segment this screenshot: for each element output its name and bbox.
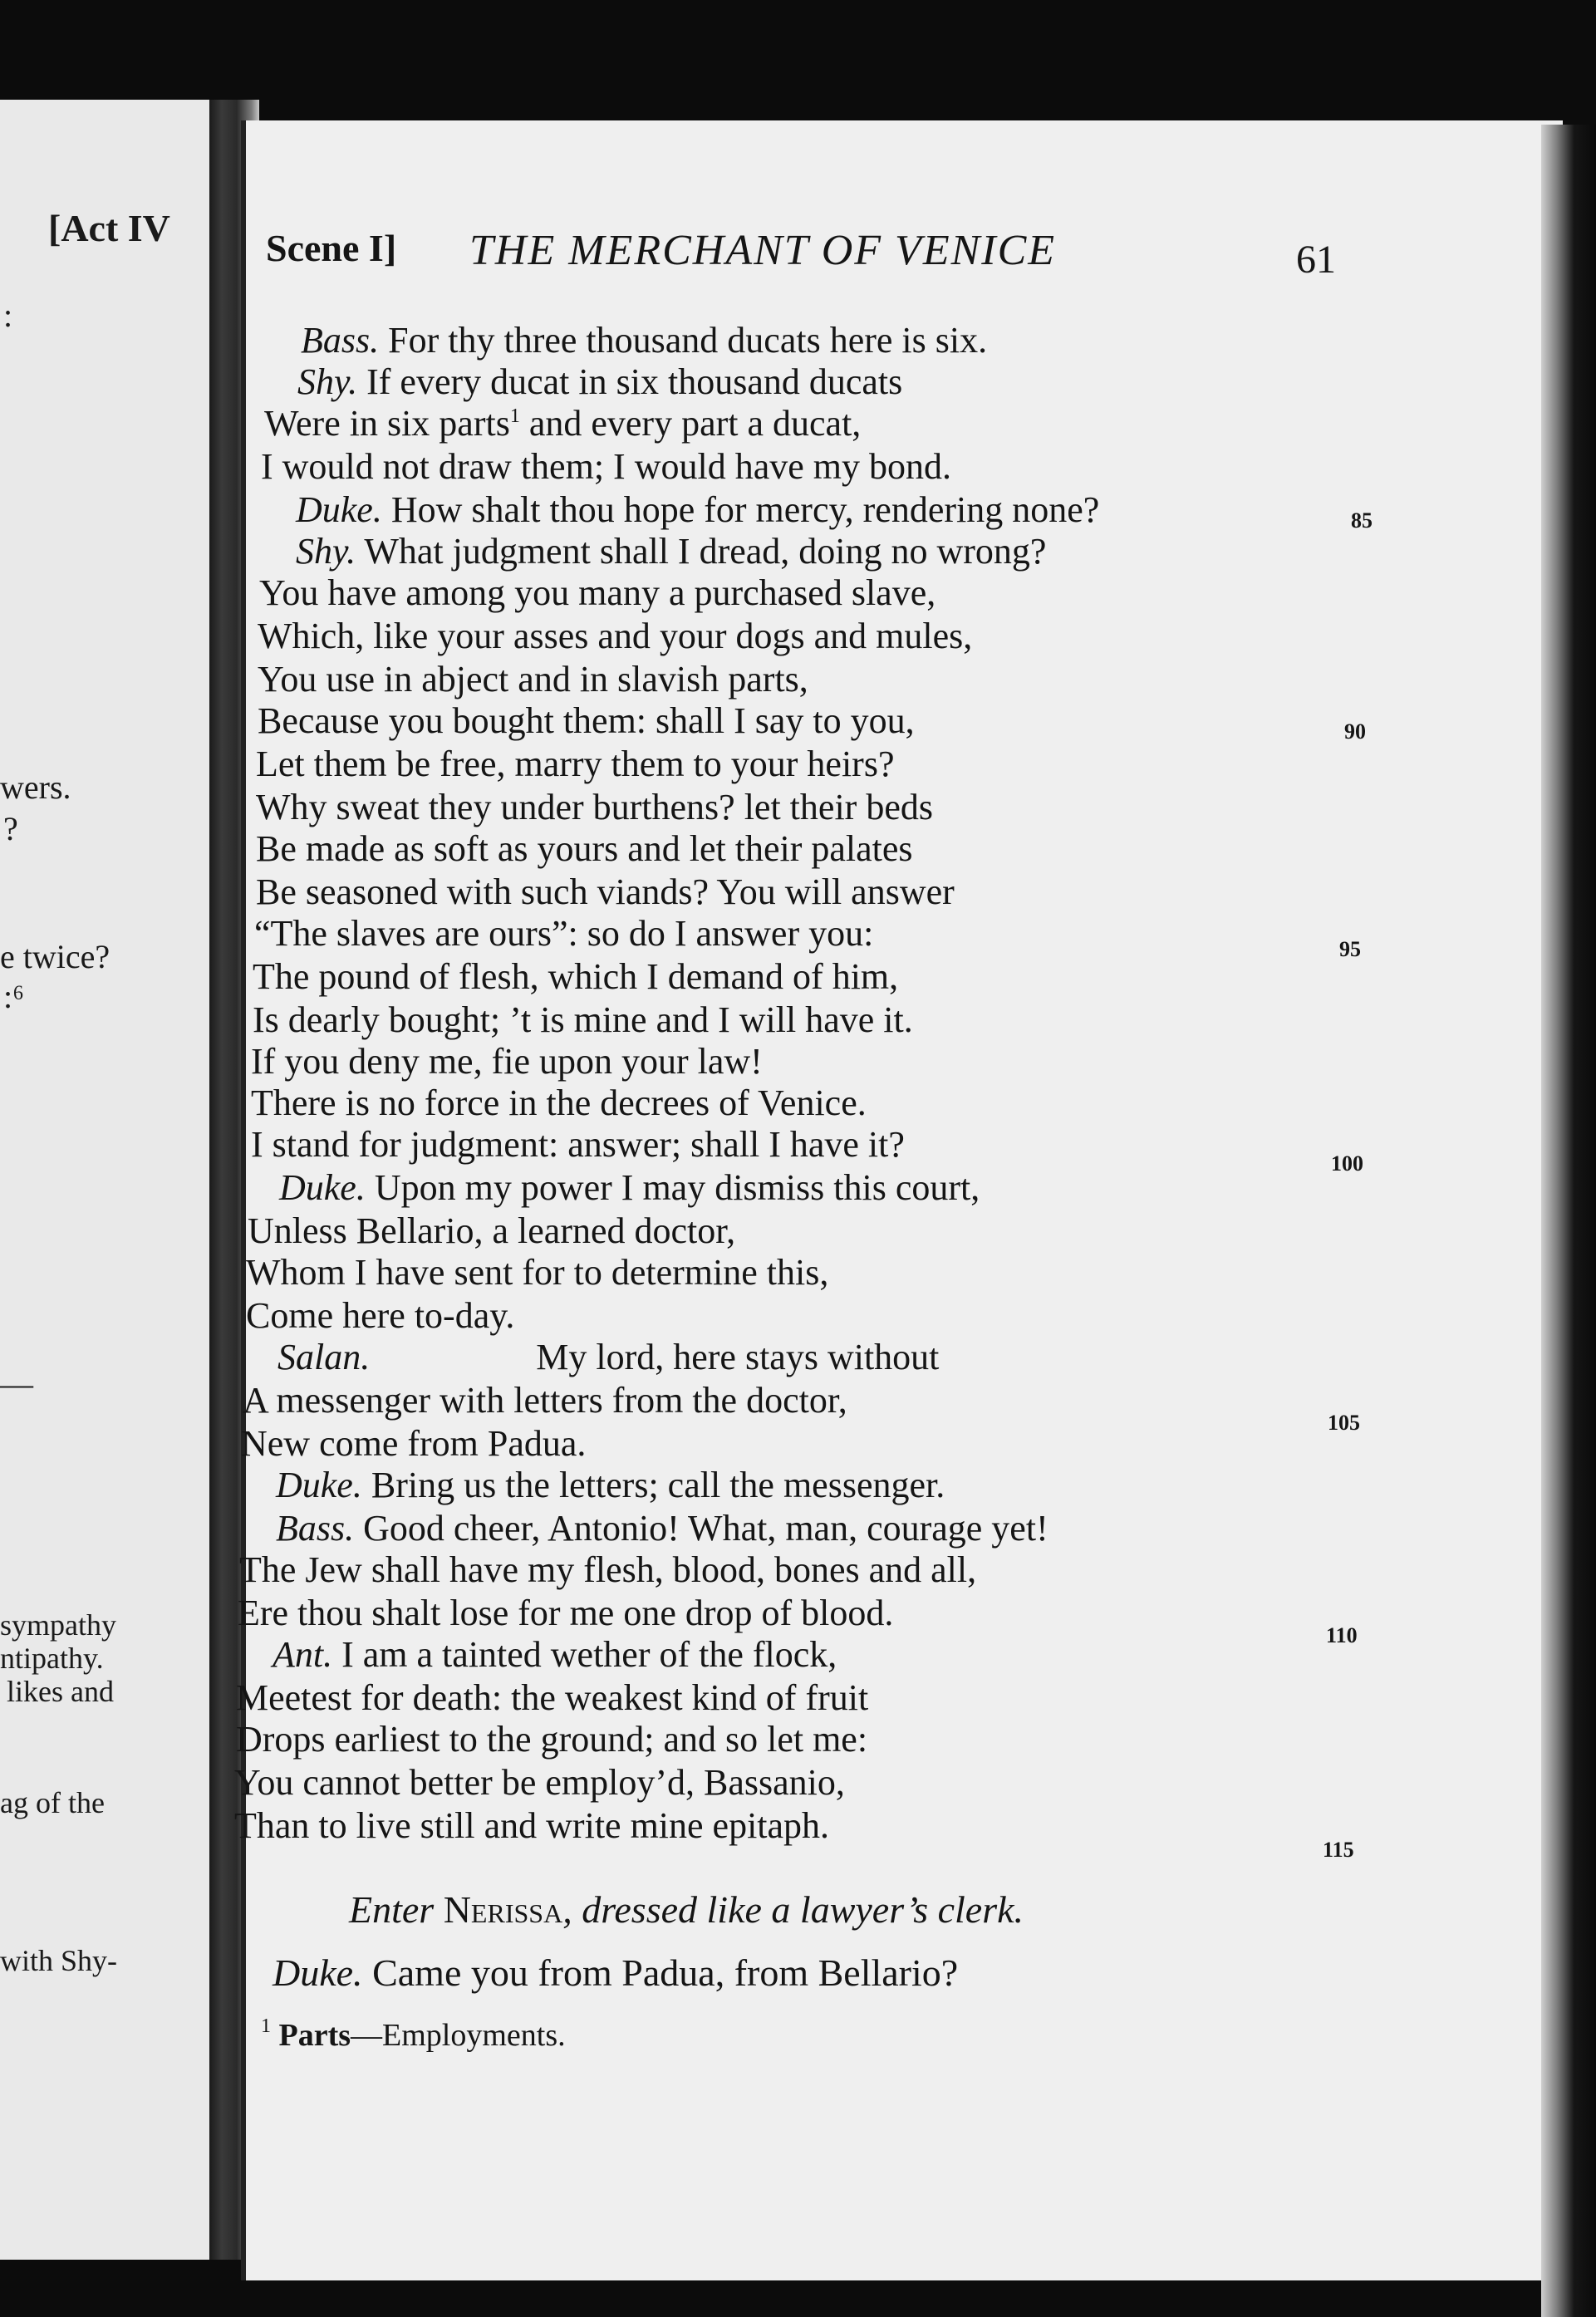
line-text: I am a tainted wether of the flock, <box>341 1634 837 1675</box>
stage-direction-name: Nerissa <box>443 1888 563 1931</box>
line-text: You cannot better be employ’d, Bassanio, <box>234 1762 845 1803</box>
verse-line <box>239 1549 977 1590</box>
line-number: 105 <box>1328 1411 1360 1435</box>
left-page-fragment: wers. <box>0 768 71 806</box>
footnote-number: 1 <box>261 2015 271 2037</box>
line-text: Good cheer, Antonio! What, man, courage yet! <box>363 1508 1048 1549</box>
scene-label: Scene I] <box>266 227 397 269</box>
line-number: 110 <box>1326 1623 1358 1647</box>
speaker: Salan. <box>277 1337 371 1377</box>
line-text: How shalt thou hope for mercy, rendering none? <box>390 489 1100 530</box>
line-text: Which, like your asses and your dogs and mules, <box>258 616 973 656</box>
speaker: Duke. <box>279 1167 366 1208</box>
line-text: My lord, here stays without <box>536 1337 940 1377</box>
line-text: Be seasoned with such viands? You will answer <box>256 871 955 912</box>
line-text: Meetest for death: the weakest kind of fruit <box>236 1677 869 1718</box>
speaker: Ant. <box>273 1634 333 1675</box>
line-text: I stand for judgment: answer; shall I have it? <box>251 1124 905 1165</box>
line-text: Were in six parts <box>264 403 510 444</box>
verse-line <box>243 1382 847 1419</box>
left-page-fragment: — <box>0 1365 33 1402</box>
verse-line <box>251 1043 763 1080</box>
speaker: Bass. <box>276 1508 355 1549</box>
line-text: “The slaves are ours”: so do I answer you: <box>254 913 874 954</box>
page-edge <box>1541 125 1596 2317</box>
verse-line <box>251 1124 905 1165</box>
verse-line <box>279 1167 980 1208</box>
line-text: For thy three thousand ducats here is six. <box>388 320 988 361</box>
verse-line <box>259 572 936 613</box>
verse-line <box>273 1634 837 1675</box>
line-text: Bring us the letters; call the messenger. <box>371 1465 945 1505</box>
verse-line <box>296 533 1046 570</box>
left-page-act-label: [Act IV <box>48 207 170 249</box>
verse-line <box>301 322 987 359</box>
line-number: 90 <box>1344 719 1366 744</box>
left-page-fragment: with Shy- <box>0 1944 118 1977</box>
verse-line <box>256 746 894 783</box>
verse-line <box>234 1762 845 1803</box>
verse-line <box>241 1423 587 1464</box>
line-text: You have among you many a purchased slave, <box>259 572 936 613</box>
verse-line <box>258 618 972 655</box>
verse-line <box>258 661 808 698</box>
left-page-fragment: e twice? <box>0 938 110 975</box>
verse-line <box>251 1082 867 1123</box>
left-page-fragment: :⁶ <box>3 978 25 1015</box>
line-number: 85 <box>1351 508 1373 533</box>
left-page-fragment: ntipathy. <box>0 1642 104 1675</box>
stage-direction-rest: , dressed like a lawyer’s clerk. <box>562 1888 1024 1931</box>
line-text: Ere thou shalt lose for me one drop of blood. <box>238 1593 894 1633</box>
verse-line <box>258 700 915 741</box>
line-text: If every ducat in six thousand ducats <box>366 361 903 402</box>
stage-direction <box>349 1887 1024 1932</box>
verse-line <box>261 446 951 487</box>
footnote-marker: 1 <box>509 405 520 427</box>
speaker: Duke. <box>276 1465 362 1505</box>
left-page <box>0 100 209 2260</box>
line-text: Whom I have sent for to determine this, <box>246 1252 829 1293</box>
verse-line <box>297 361 903 402</box>
page-number: 61 <box>1296 238 1336 282</box>
verse-line <box>264 405 861 442</box>
line-text: Let them be free, marry them to your heirs? <box>256 744 895 784</box>
footnote-term: Parts <box>278 2018 351 2053</box>
verse-line <box>253 956 899 997</box>
verse-line <box>296 489 1100 530</box>
line-text: Is dearly bought; ’t is mine and I will have it. <box>253 999 913 1040</box>
line-text: What judgment shall I dread, doing no wrong? <box>364 531 1047 572</box>
verse-line <box>276 1467 945 1504</box>
speaker: Shy. <box>297 361 358 402</box>
line-number: 115 <box>1323 1838 1354 1862</box>
line-text: If you deny me, fie upon your law! <box>251 1041 763 1082</box>
verse-line <box>236 1721 867 1758</box>
left-page-fragment: ? <box>3 810 18 847</box>
verse-line <box>277 1339 939 1376</box>
line-text: Come here to-day. <box>246 1295 515 1336</box>
left-page-fragment: ag of the <box>0 1786 105 1819</box>
speaker: Shy. <box>296 531 356 572</box>
line-text: Came you from Padua, from Bellario? <box>372 1951 959 1994</box>
verse-line <box>256 828 913 869</box>
verse-line <box>256 871 955 912</box>
stage-direction-enter: Enter <box>349 1888 435 1931</box>
verse-line <box>248 1210 736 1251</box>
footnote-definition: —Employments. <box>351 2018 566 2053</box>
speaker: Duke. <box>273 1951 363 1994</box>
line-text: A messenger with letters from the doctor, <box>243 1380 847 1421</box>
verse-line <box>253 999 913 1040</box>
footnote <box>261 2017 566 2054</box>
line-text: Because you bought them: shall I say to you, <box>258 700 915 741</box>
line-text: The pound of flesh, which I demand of him, <box>253 956 899 997</box>
line-text: I would not draw them; I would have my bond. <box>261 446 951 487</box>
speaker: Duke. <box>296 489 382 530</box>
verse-line <box>236 1677 869 1718</box>
line-text: and every part a ducat, <box>519 403 862 444</box>
line-text: Than to live still and write mine epitaph. <box>234 1805 830 1846</box>
line-text: Upon my power I may dismiss this court, <box>374 1167 980 1208</box>
verse-line <box>238 1595 893 1632</box>
left-page-fragment: : <box>3 297 13 334</box>
verse-line <box>234 1805 830 1846</box>
speaker: Bass. <box>301 320 380 361</box>
line-number: 100 <box>1331 1151 1363 1176</box>
line-number: 95 <box>1339 937 1361 961</box>
verse-line-final <box>273 1951 959 1994</box>
left-page-fragment: sympathy <box>0 1608 116 1642</box>
line-text: New come from Padua. <box>241 1423 587 1464</box>
line-text: Why sweat they under burthens? let their beds <box>256 787 933 827</box>
verse-line <box>256 789 933 826</box>
left-page-fragment: likes and <box>7 1675 114 1708</box>
verse-line <box>276 1510 1048 1547</box>
line-text: There is no force in the decrees of Venice. <box>251 1082 867 1123</box>
verse-line <box>246 1254 828 1291</box>
running-title: THE MERCHANT OF VENICE <box>469 227 1057 274</box>
line-text: You use in abject and in slavish parts, <box>258 659 808 700</box>
verse-line <box>246 1295 515 1336</box>
verse-line <box>254 913 874 954</box>
line-text: Drops earliest to the ground; and so let me: <box>236 1719 868 1760</box>
line-text: Unless Bellario, a learned doctor, <box>248 1210 736 1251</box>
line-text: Be made as soft as yours and let their palates <box>256 828 913 869</box>
line-text: The Jew shall have my flesh, blood, bones and all, <box>239 1549 977 1590</box>
